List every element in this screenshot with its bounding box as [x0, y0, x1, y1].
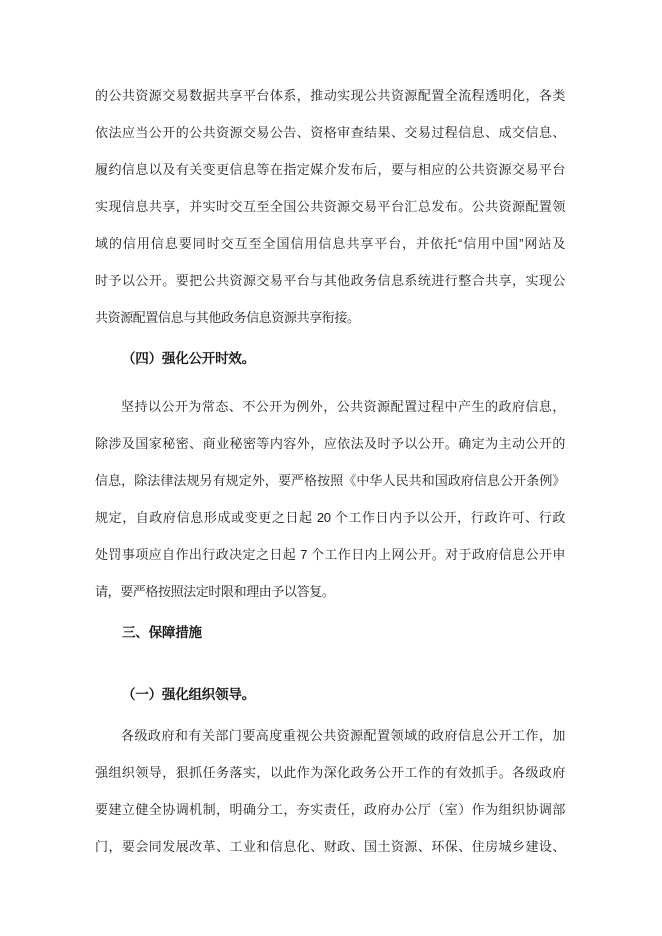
paragraph-line: 要建立健全协调机制，明确分工，夯实责任，政府办公厅（室）作为组织协调部: [95, 802, 565, 817]
paragraph-platform-sharing: [95, 77, 565, 336]
paragraph-line: 强组织领导，狠抓任务落实，以此作为深化政务公开工作的有效抓手。各级政府: [95, 765, 565, 780]
paragraph-line: 处罚事项应自作出行政决定之日起 7 个工作日内上网公开。对于政府信息公开申: [95, 547, 565, 562]
paragraph-line: 信息，除法律法规另有规定外，要严格按照《中华人民共和国政府信息公开条例》: [95, 473, 565, 488]
paragraph-line: 规定，自政府信息形成或变更之日起 20 个工作日内予以公开，行政许可、行政: [95, 510, 565, 525]
paragraph-line: 实现信息共享，并实时交互至全国公共资源交易平台汇总发布。公共资源配置领: [95, 199, 565, 214]
paragraph-line: 门，要会同发展改革、工业和信息化、财政、国土资源、环保、住房城乡建设、: [95, 839, 565, 854]
section-heading-one: （一）强化组织领导。: [122, 687, 255, 702]
paragraph-leadership: [95, 717, 565, 865]
paragraph-line: 履约信息以及有关变更信息等在指定媒介发布后，要与相应的公共资源交易平台: [95, 162, 565, 177]
paragraph-line: 共资源配置信息与其他政务信息资源共享衔接。: [95, 310, 360, 325]
paragraph-line: 域的信用信息要同时交互至全国信用信息共享平台，并依托“信用中国”网站及: [95, 236, 565, 251]
paragraph-line: 时予以公开。要把公共资源交易平台与其他政务信息系统进行整合共享，实现公: [95, 273, 565, 288]
paragraph-line: 请，要严格按照法定时限和理由予以答复。: [95, 584, 335, 599]
section-heading-four: （四）强化公开时效。: [122, 351, 255, 366]
paragraph-line: 坚持以公开为常态、不公开为例外，公共资源配置过程中产生的政府信息，: [121, 399, 565, 414]
paragraph-line: 除涉及国家秘密、商业秘密等内容外，应依法及时予以公开。确定为主动公开的: [95, 436, 565, 451]
paragraph-line: 各级政府和有关部门要高度重视公共资源配置领域的政府信息公开工作，加: [121, 728, 565, 743]
paragraph-line: 依法应当公开的公共资源交易公告、资格审查结果、交易过程信息、成交信息、: [95, 125, 565, 140]
paragraph-line: 的公共资源交易数据共享平台体系，推动实现公共资源配置全流程透明化，各类: [95, 88, 565, 103]
section-heading-three: 三、保障措施: [122, 625, 202, 640]
paragraph-timeliness: [95, 388, 565, 610]
